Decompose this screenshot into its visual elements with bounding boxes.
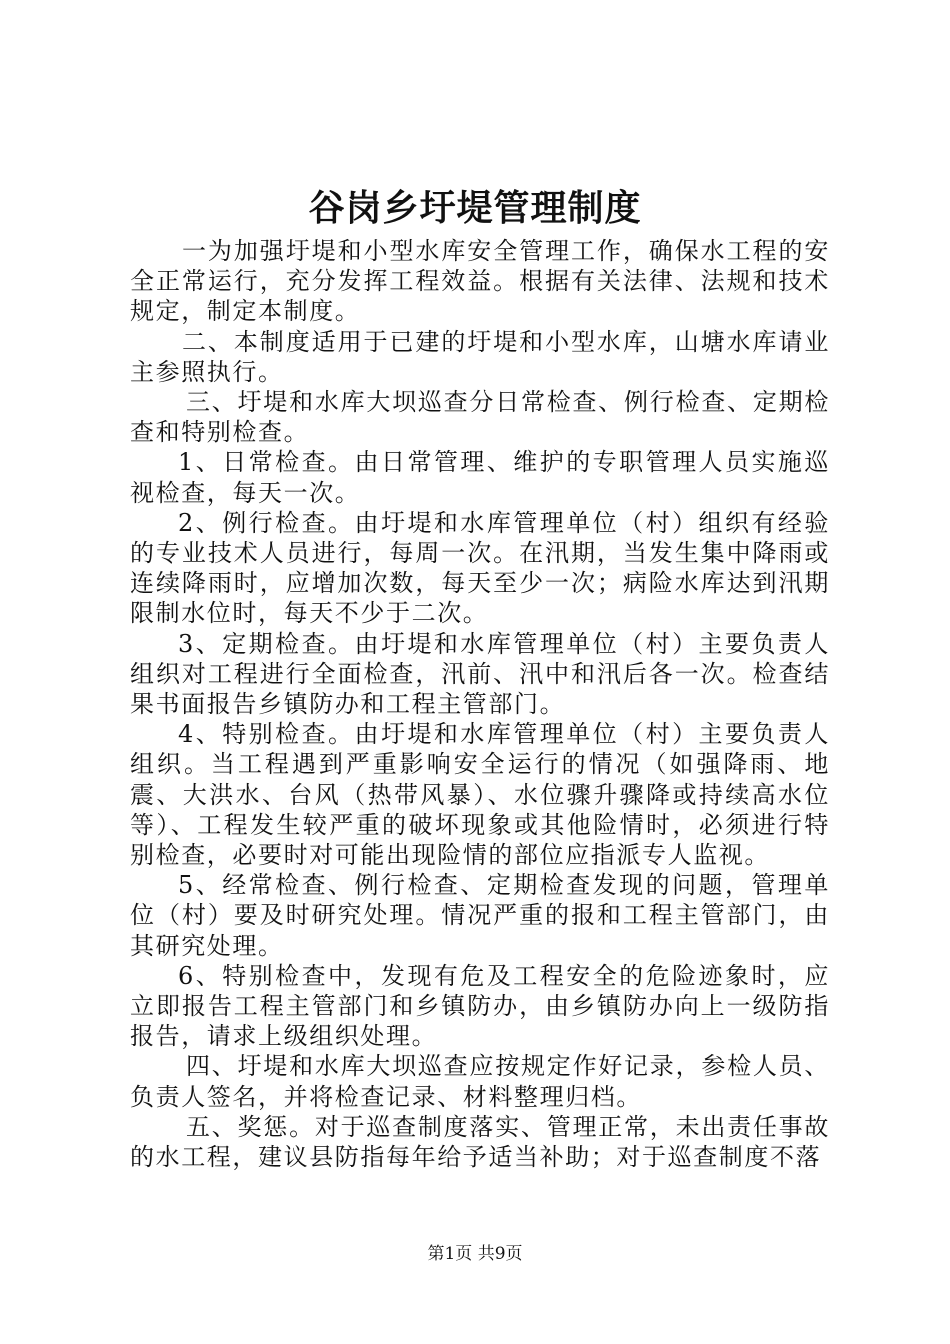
paragraph-problem-handling: 5、经常检查、例行检查、定期检查发现的问题，管理单位（村）要及时研究处理。情况严重的报和工程主管部门，由其研究处理。 bbox=[130, 871, 830, 960]
paragraph-inspection-types: 三、圩堤和水库大坝巡查分日常检查、例行检查、定期检查和特别检查。 bbox=[130, 388, 830, 447]
paragraph-purpose: 一为加强圩堤和小型水库安全管理工作，确保水工程的安全正常运行，充分发挥工程效益。根据有关法律、法规和技术规定，制定本制度。 bbox=[130, 237, 830, 326]
paragraph-routine-inspection: 2、例行检查。由圩堤和水库管理单位（村）组织有经验的专业技术人员进行，每周一次。在汛期，当发生集中降雨或连续降雨时，应增加次数，每天至少一次；病险水库达到汛期限制水位时，每天不少于二次。 bbox=[130, 508, 830, 628]
paragraph-danger-reporting: 6、特别检查中，发现有危及工程安全的危险迹象时，应立即报告工程主管部门和乡镇防办，由乡镇防办向上一级防指报告，请求上级组织处理。 bbox=[130, 961, 830, 1051]
page-number-footer: 第1页 共9页 bbox=[427, 1244, 523, 1264]
paragraph-periodic-inspection: 3、定期检查。由圩堤和水库管理单位（村）主要负责人组织对工程进行全面检查，汛前、汛中和汛后各一次。检查结果书面报告乡镇防办和工程主管部门。 bbox=[130, 629, 830, 719]
paragraph-scope: 二、本制度适用于已建的圩堤和小型水库，山塘水库请业主参照执行。 bbox=[130, 327, 830, 386]
paragraph-rewards: 五、奖惩。对于巡查制度落实、管理正常，未出责任事故的水工程，建议县防指每年给予适当补助；对于巡查制度不落 bbox=[130, 1112, 830, 1172]
paragraph-special-inspection: 4、特别检查。由圩堤和水库管理单位（村）主要负责人组织。当工程遇到严重影响安全运行的情况（如强降雨、地震、大洪水、台风（热带风暴）、水位骤升骤降或持续高水位等）、工程发生较严重的破坏现象或其他险情时，必须进行特别检查，必要时对可能出现险情的部位应指派专人监视。 bbox=[130, 720, 830, 870]
paragraph-records: 四、圩堤和水库大坝巡查应按规定作好记录，参检人员、负责人签名，并将检查记录、材料整理归档。 bbox=[130, 1052, 830, 1111]
paragraph-daily-inspection: 1、日常检查。由日常管理、维护的专职管理人员实施巡视检查，每天一次。 bbox=[130, 448, 830, 507]
document-body bbox=[130, 236, 830, 1172]
document-title: 谷岗乡圩堤管理制度 bbox=[308, 187, 642, 229]
